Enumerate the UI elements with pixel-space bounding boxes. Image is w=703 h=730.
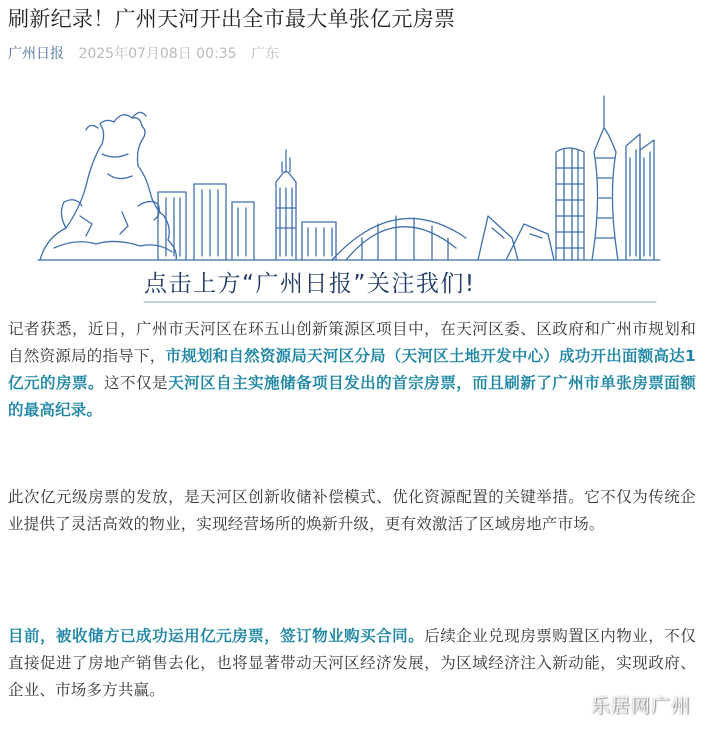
highlight-text: 市规划和自然资源局天河区分局（天河区土地开发中心）成功开出面额高达1亿元的房票。 — [8, 347, 696, 392]
glass-tower-icon — [556, 148, 584, 260]
publish-time: 2025年07月08日 00:35 — [78, 46, 237, 62]
twin-towers-icon — [626, 134, 654, 260]
watermark-text: 乐居网广州 — [590, 695, 691, 717]
city-skyline-illustration — [36, 88, 662, 310]
article-paragraph — [8, 484, 696, 538]
article-paragraph — [8, 316, 696, 424]
low-building-icon — [158, 184, 254, 260]
source-link[interactable]: 广州日报 — [8, 46, 64, 62]
paragraph-text: 后续企业兑现房票购置区内物业，不仅直接促进了房地产销售去化，也将显著带动天河区经济发展，为区域经济注入新动能，实现政府、企业、市场多方共赢。 — [8, 627, 696, 699]
region-label: 广东 — [250, 46, 279, 62]
follow-banner[interactable] — [36, 88, 662, 310]
article-title: 刷新纪录！广州天河开出全市最大单张亿元房票 — [8, 7, 456, 31]
paragraph-text: 这不仅是 — [104, 374, 169, 392]
follow-caption: 点击上方“广州日报”关注我们! — [144, 271, 476, 297]
paragraph-text: 此次亿元级房票的发放，是天河区创新收储补偿模式、优化资源配置的关键举措。它不仅为传统企业提供了灵活高效的物业，实现经营场所的焕新升级，更有效激活了区域房地产市场。 — [8, 488, 696, 533]
five-rams-statue-icon — [40, 112, 176, 260]
paragraph-text: 记者获悉，近日，广州市天河区在环五山创新策源区项目中，在天河区委、区政府和广州市规划和自然资源局的指导下， — [8, 320, 696, 365]
highlight-text: 天河区自主实施储备项目发出的首宗房票，而且刷新了广州市单张房票面额的最高纪录。 — [8, 374, 696, 419]
tower-icon — [276, 150, 296, 260]
canton-tower-icon — [592, 96, 618, 260]
arch-bridge-icon — [332, 216, 466, 260]
article-meta — [8, 44, 279, 64]
highlight-text: 目前，被收储方已成功运用亿元房票，签订物业购买合同。 — [8, 627, 425, 645]
opera-house-icon — [478, 216, 554, 260]
